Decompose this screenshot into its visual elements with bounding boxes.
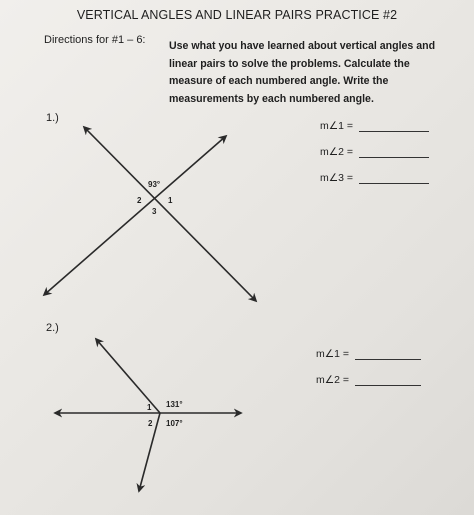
directions-line-2: linear pairs to solve the problems. Calculate the [169, 57, 410, 70]
answer-label: m∠3 = [320, 172, 354, 184]
angle-2-label: 2 [137, 196, 142, 205]
angle-1-label: 1 [147, 403, 152, 412]
problem-1-figure [44, 127, 256, 301]
directions-line-1: Use what you have learned about vertical angles and [169, 40, 436, 52]
problem-2-number: 2.) [46, 322, 59, 334]
angle-1-label: 1 [168, 196, 173, 205]
directions-line-3: measure of each numbered angle. Write the [169, 75, 389, 87]
directions-line-4: measurements by each numbered angle. [169, 92, 374, 105]
problem-2-figure [55, 339, 241, 491]
answer-label: m∠1 = [316, 348, 350, 360]
worksheet-title: VERTICAL ANGLES AND LINEAR PAIRS PRACTICE #2 [76, 8, 398, 22]
directions-label: Directions for #1 – 6: [44, 34, 146, 46]
angle-3-label: 3 [152, 207, 157, 216]
ray-upper-left [96, 339, 160, 413]
given-angle-107: 107° [166, 419, 183, 428]
angle-2-label: 2 [148, 419, 153, 428]
line-b [84, 127, 256, 301]
line-a [44, 136, 226, 295]
given-angle-93: 93° [148, 180, 161, 189]
answer-label: m∠1 = [320, 120, 354, 132]
given-angle-131: 131° [166, 400, 183, 409]
answer-label: m∠2 = [316, 374, 350, 386]
problem-1-number: 1.) [46, 112, 59, 124]
answer-label: m∠2 = [320, 146, 354, 158]
